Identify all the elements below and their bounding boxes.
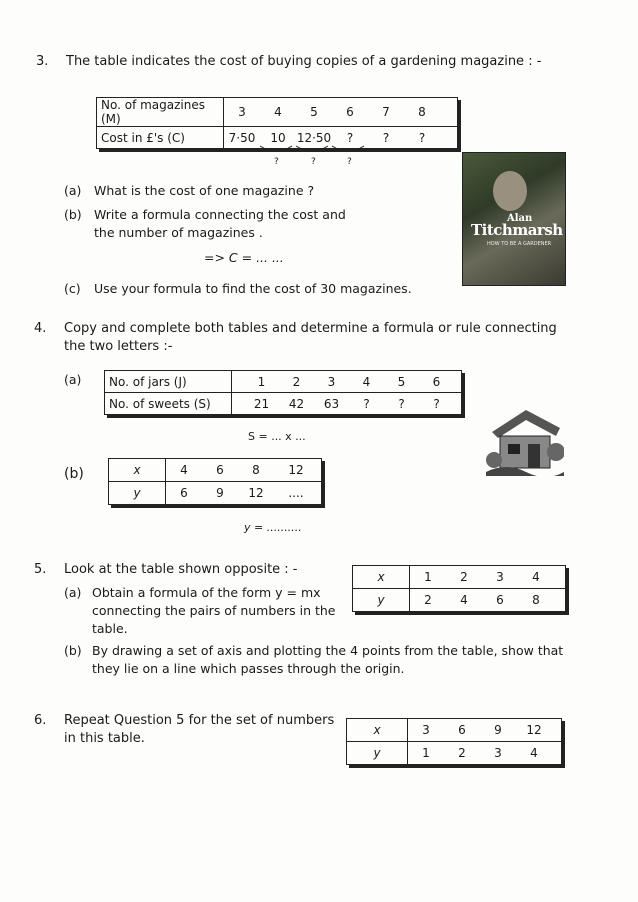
difference-mark: ? — [274, 157, 279, 167]
x-values-row — [408, 719, 562, 742]
q5-a-label: (a) — [64, 585, 82, 600]
table-cell: ? — [398, 396, 405, 411]
table-cell: 42 — [288, 396, 305, 411]
question-6-text: Repeat Question 5 for the set of numbers — [64, 713, 335, 728]
table-cell: 8 — [252, 463, 260, 477]
table-cell: 6 — [458, 723, 466, 737]
question-6-text: in this table. — [64, 731, 145, 746]
table-cell: 4 — [460, 593, 468, 607]
xy-table-q6 — [346, 718, 562, 765]
q4-b-formula: y = .......... — [244, 521, 302, 534]
table-cell: 5 — [310, 105, 318, 119]
table-cell: 2 — [424, 593, 432, 607]
table-cell: 1 — [422, 746, 430, 760]
table-cell: 3 — [238, 105, 246, 119]
question-3-number: 3. — [36, 54, 49, 69]
table-cell: ? — [382, 130, 390, 145]
table-cell: 2 — [460, 570, 468, 584]
table-cell: 63 — [323, 396, 340, 411]
magazine-values-row — [224, 98, 458, 127]
q3-b-label: (b) — [64, 207, 82, 222]
y-values-row — [408, 742, 562, 765]
jars-table — [104, 370, 462, 415]
table-cell: 6 — [432, 374, 441, 389]
table-cell: 9 — [494, 723, 502, 737]
table-cell: 4 — [532, 570, 540, 584]
garden-shed-illustration — [486, 402, 564, 476]
y-values-row — [166, 482, 322, 505]
table-cell: 4 — [274, 105, 282, 119]
table-cell: 10 — [270, 130, 286, 145]
question-5-text: Look at the table shown opposite : - — [64, 562, 298, 577]
question-4-text: Copy and complete both tables and determine a formula or rule connecting — [64, 321, 557, 336]
question-3-text: The table indicates the cost of buying copies of a gardening magazine : - — [66, 54, 542, 69]
portrait-shape — [493, 171, 527, 211]
magazine-row-label: No. of magazines (M) — [97, 98, 224, 127]
question-5-number: 5. — [34, 562, 47, 577]
table-cell: 2 — [458, 746, 466, 760]
x-row-label: x — [109, 459, 166, 482]
question-4-text: the two letters :- — [64, 339, 173, 354]
table-cell: 1 — [424, 570, 432, 584]
table-cell: .... — [288, 486, 304, 500]
q3-a-label: (a) — [64, 183, 82, 198]
q5-a-text: connecting the pairs of numbers in the — [92, 603, 336, 618]
table-cell: 1 — [257, 374, 266, 389]
sweets-row-label: No. of sweets (S) — [105, 393, 232, 415]
table-cell: 3 — [496, 570, 504, 584]
cost-row-label: Cost in £'s (C) — [97, 127, 224, 149]
q5-b-label: (b) — [64, 643, 82, 658]
table-cell: 6 — [496, 593, 504, 607]
q5-b-text: they lie on a line which passes through the origin. — [92, 661, 405, 676]
jars-row-label: No. of jars (J) — [105, 371, 232, 393]
magazine-table — [96, 97, 458, 149]
jars-values-row — [232, 371, 462, 393]
table-cell: 8 — [532, 593, 540, 607]
table-cell: 3 — [327, 374, 336, 389]
table-cell: 4 — [362, 374, 371, 389]
table-cell: 6 — [216, 463, 224, 477]
table-cell: 7·50 — [228, 130, 256, 145]
q3-b-text: Write a formula connecting the cost and — [94, 207, 346, 222]
table-cell: 12 — [288, 463, 304, 477]
book-subtitle: HOW TO BE A GARDENER — [487, 241, 552, 247]
table-cell: ? — [346, 130, 354, 145]
q3-c-label: (c) — [64, 281, 81, 296]
x-values-row — [410, 566, 566, 589]
q5-b-text: By drawing a set of axis and plotting the 4 points from the table, show that — [92, 643, 564, 658]
difference-mark: ? — [311, 157, 316, 167]
y-values-row — [410, 589, 566, 612]
question-6-number: 6. — [34, 713, 47, 728]
q3-c-text: Use your formula to find the cost of 30 magazines. — [94, 281, 412, 296]
table-cell: 3 — [422, 723, 430, 737]
table-cell: 7 — [382, 105, 390, 119]
q5-a-text: Obtain a formula of the form y = mx — [92, 585, 321, 600]
q4-a-label: (a) — [64, 372, 82, 387]
book-author-last: Titchmarsh — [471, 221, 563, 239]
sweets-values-row — [232, 393, 462, 415]
xy-table-q5 — [352, 565, 566, 612]
table-cell: 2 — [292, 374, 301, 389]
gardening-book-cover — [462, 152, 566, 286]
table-cell: 4 — [530, 746, 538, 760]
q4-a-formula: S = ... x ... — [248, 430, 306, 443]
table-cell: 3 — [494, 746, 502, 760]
q3-a-text: What is the cost of one magazine ? — [94, 183, 315, 198]
y-row-label: y — [353, 589, 410, 612]
x-row-label: x — [347, 719, 408, 742]
table-cell: ? — [418, 130, 426, 145]
table-cell: 12 — [248, 486, 264, 500]
table-cell: ? — [433, 396, 440, 411]
x-row-label: x — [353, 566, 410, 589]
table-cell: 6 — [180, 486, 188, 500]
table-cell: 8 — [418, 105, 426, 119]
q3-formula: => C = ... ... — [204, 250, 284, 265]
table-cell: ? — [363, 396, 370, 411]
table-cell: 21 — [253, 396, 270, 411]
table-cell: 4 — [180, 463, 188, 477]
q5-a-text: table. — [92, 621, 128, 636]
xy-table-q4b — [108, 458, 322, 505]
book-author-first: Alan — [507, 213, 533, 224]
difference-braces — [256, 144, 372, 158]
y-row-label: y — [347, 742, 408, 765]
difference-mark: ? — [347, 157, 352, 167]
table-cell: 5 — [397, 374, 406, 389]
table-cell: 6 — [346, 105, 354, 119]
question-4-number: 4. — [34, 321, 47, 336]
x-values-row — [166, 459, 322, 482]
table-cell: 9 — [216, 486, 224, 500]
y-row-label: y — [109, 482, 166, 505]
q3-b-text: the number of magazines . — [94, 225, 263, 240]
table-cell: 12·50 — [296, 130, 332, 145]
table-cell: 12 — [526, 723, 542, 737]
q4-b-label: (b) — [64, 466, 84, 482]
